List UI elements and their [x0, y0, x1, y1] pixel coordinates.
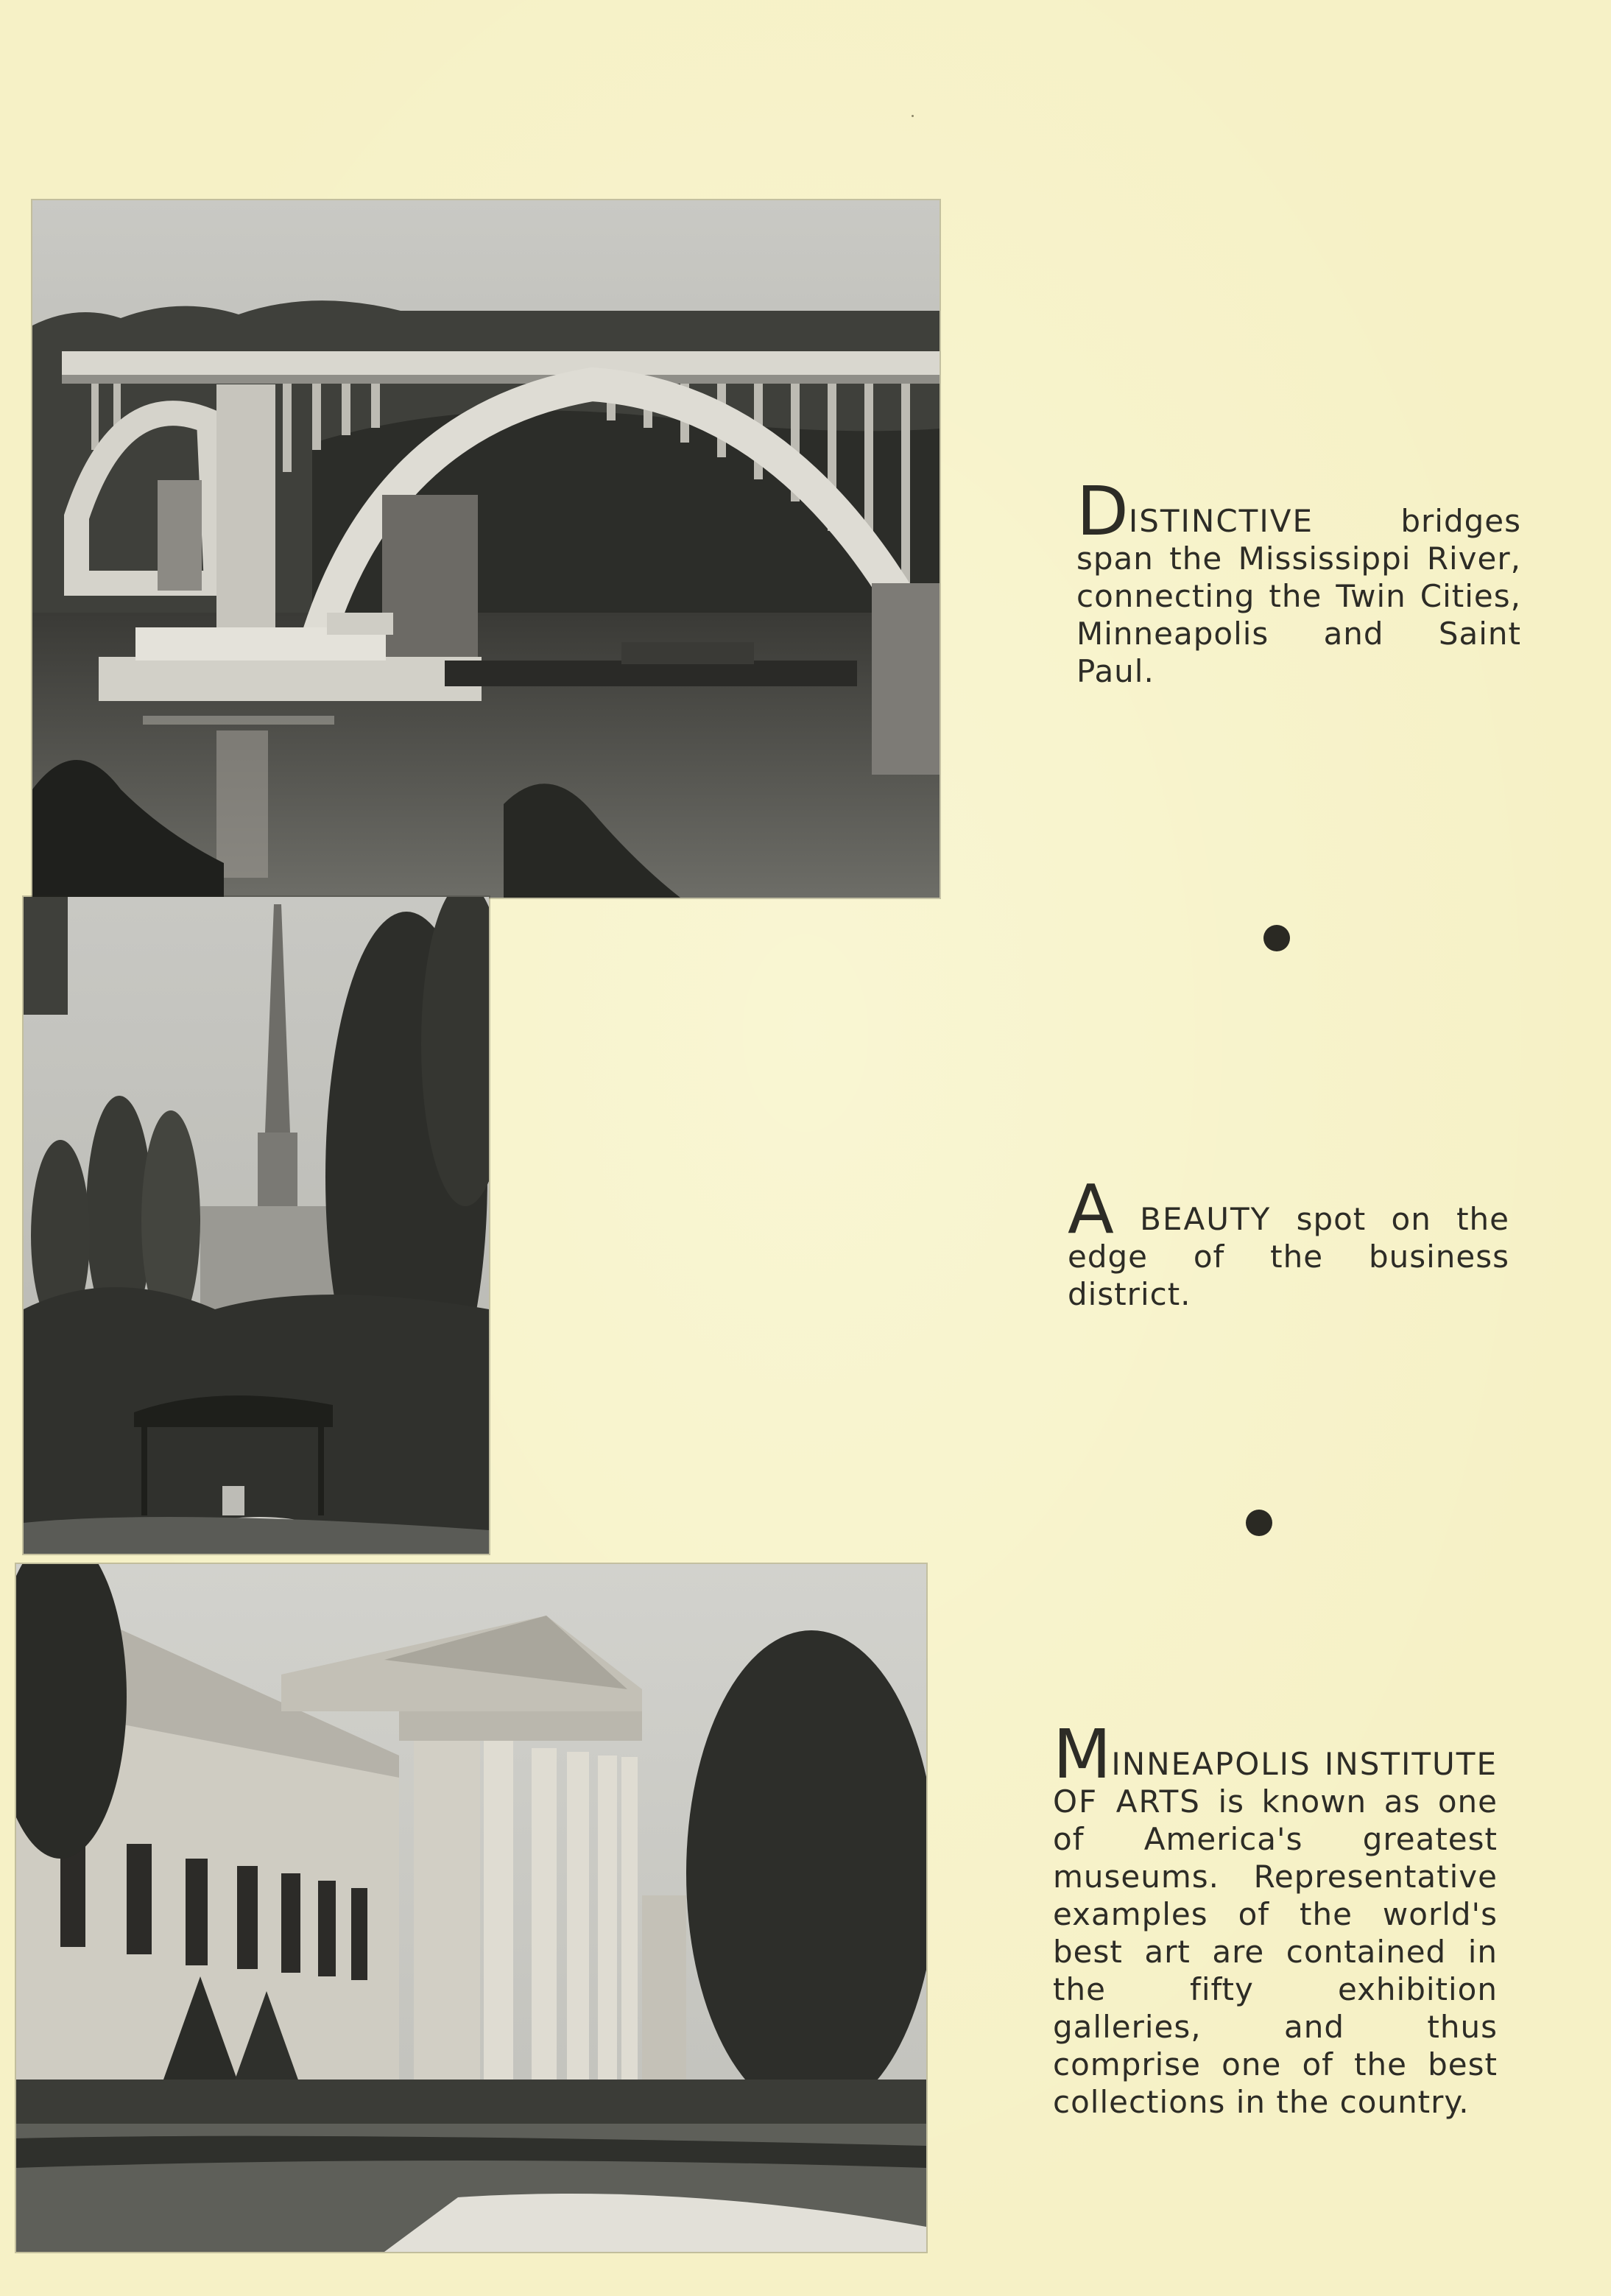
- museum-photo: [16, 1564, 926, 2252]
- bullet-icon: [1263, 925, 1290, 951]
- caption-beauty-spot-text: spot on the edge of the business district.: [1068, 1201, 1510, 1312]
- bridge-photo: [32, 200, 940, 898]
- caption-beauty-spot-caps: BEAUTY: [1113, 1201, 1272, 1237]
- caption-beauty-spot-initial: A: [1068, 1170, 1114, 1249]
- paper-speck: [912, 115, 914, 117]
- caption-institute-of-arts-initial: M: [1053, 1715, 1112, 1794]
- caption-institute-of-arts-text: is known as one of America's greatest museums. Representative examples of the world's best art are contained in the fifty exhibition galleries, and thus comprise one of the best collections in the country.: [1053, 1783, 1498, 2120]
- caption-bridges-caps: ISTINCTIVE: [1128, 503, 1314, 539]
- caption-bridges: [1076, 472, 1521, 690]
- caption-bridges-text: bridges span the Mississippi River, connecting the Twin Cities, Minneapolis and Saint Paul.: [1076, 503, 1521, 689]
- caption-bridges-initial: D: [1076, 472, 1129, 551]
- caption-institute-of-arts-caps: INNEAPOLIS INSTITUTE OF ARTS: [1053, 1746, 1498, 1820]
- bullet-icon: [1246, 1510, 1272, 1536]
- garden-photo: [24, 897, 489, 1554]
- caption-beauty-spot: [1068, 1170, 1510, 1313]
- caption-institute-of-arts: [1053, 1715, 1498, 2121]
